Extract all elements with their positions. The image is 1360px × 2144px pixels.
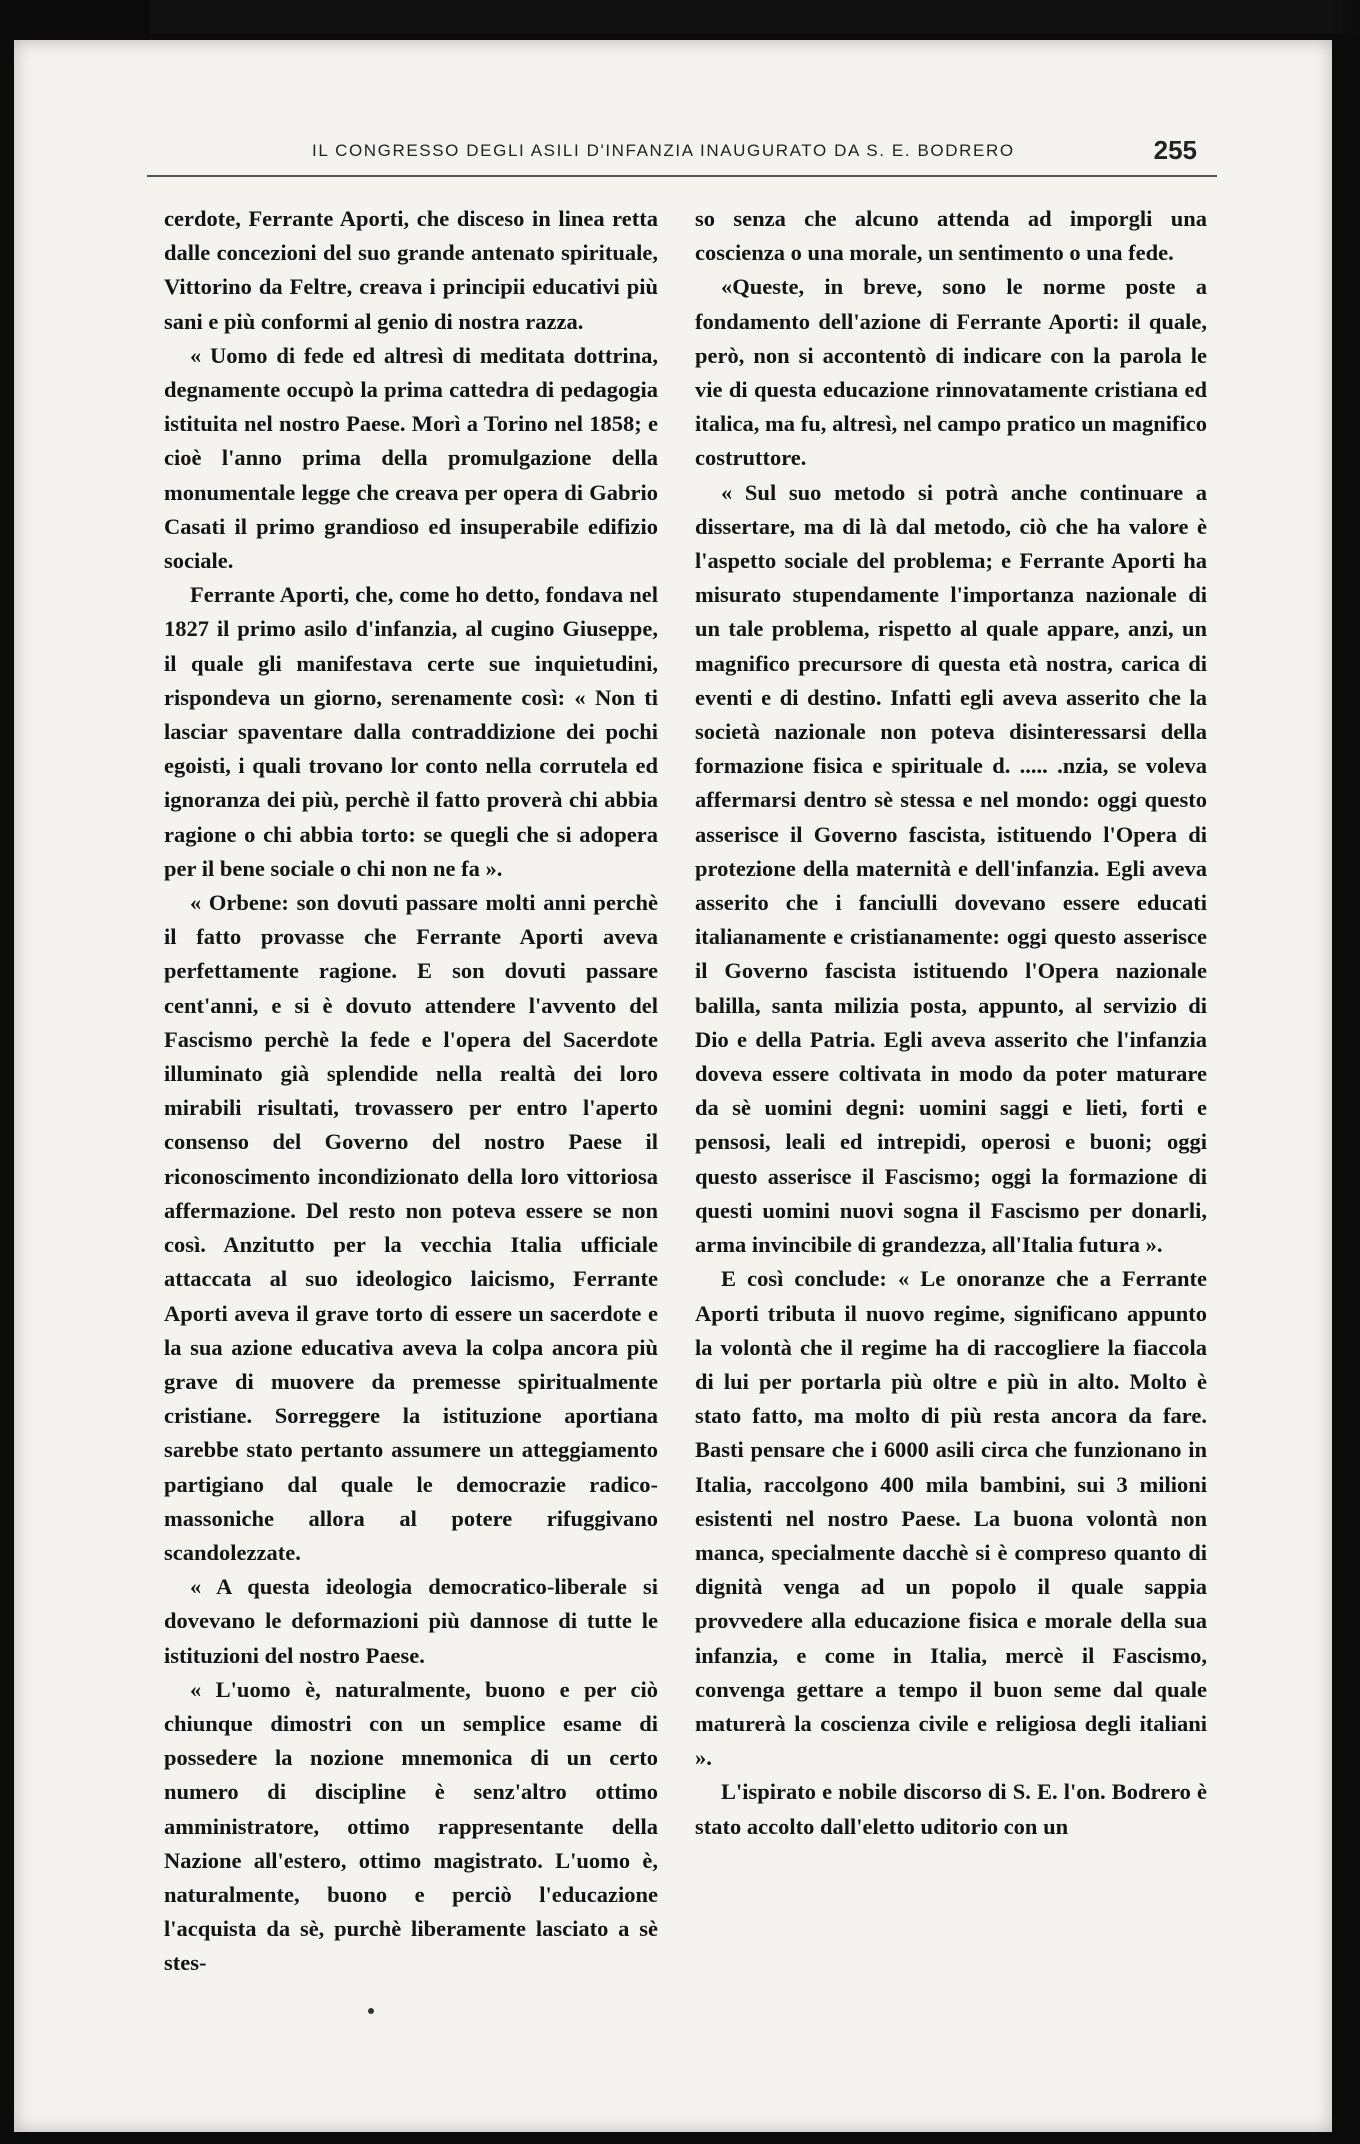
- paragraph: « Sul suo metodo si potrà anche continuare a dissertare, ma di là dal metodo, ciò che ha valore è l'aspetto sociale del problema; e Ferrante Aporti ha misurato stupendamente l'importanza nazionale di un tale problema, rispetto al quale appare, anzi, un magnifico precursore di questa età nostra, carica di eventi e di destino. Infatti egli aveva asserito che la società nazionale non poteva disinteressarsi della formazione fisica e spirituale d. ..... .nzia, se voleva affermarsi dentro sè stessa e nel mondo: oggi questo asserisce il Governo fascista, istituendo l'Opera di protezione della maternità e dell'infanzia. Egli aveva asserito che i fanciulli dovevano essere educati italianamente e cristianamente: oggi questo asserisce il Governo fascista istituendo l'Opera nazionale balilla, santa milizia posta, appunto, al servizio di Dio e della Patria. Egli aveva asserito che l'infanzia doveva essere coltivata in modo da poter maturare da sè uomini degni: uomini saggi e lieti, forti e pensosi, leali ed intrepidi, operosi e buoni; oggi questo asserisce il Fascismo; oggi la formazione di questi uomini nuovi sogna il Fascismo per donarli, arma invincibile di grandezza, all'Italia futura ».: [695, 479, 1207, 1258]
- paragraph: « L'uomo è, naturalmente, buono e per ciò chiunque dimostri con un semplice esame di possedere la nozione mnemonica di un certo numero di discipline è senz'altro ottimo amministratore, ottimo rappresentante della Nazione all'estero, ottimo magistrato. L'uomo è, naturalmente, buono e perciò l'educazione l'acquista da sè, purchè liberamente lasciato a sè stes-: [164, 1676, 658, 1976]
- paragraph: E così conclude: « Le onoranze che a Ferrante Aporti tributa il nuovo regime, significano appunto la volontà che il regime ha di raccogliere la fiaccola di lui per portarla più oltre e più in alto. Molto è stato fatto, ma molto di più resta ancora da fare. Basti pensare che i 6000 asili circa che funzionano in Italia, raccolgono 400 mila bambini, sui 3 milioni esistenti nel nostro Paese. La buona volontà non manca, specialmente dacchè si è compreso quanto di dignità venga ad un popolo il quale sappia provvedere alla educazione fisica e morale della sua infanzia, e come in Italia, mercè il Fascismo, convenga gettare a tempo il buon seme dal quale maturerà la coscienza civile e religiosa degli italiani ».: [695, 1266, 1207, 1771]
- running-title: IL CONGRESSO DEGLI ASILI D'INFANZIA INAUGURATO DA S. E. BODRERO: [312, 141, 1015, 160]
- paragraph: so senza che alcuno attenda ad imporgli una coscienza o una morale, un sentimento o una fede.: [695, 206, 1207, 266]
- scan-right-edge: [1332, 0, 1360, 2144]
- paragraph: Ferrante Aporti, che, come ho detto, fondava nel 1827 il primo asilo d'infanzia, al cugino Giuseppe, il quale gli manifestava certe sue inquietudini, rispondeva un giorno, serenamente così: « Non ti lasciar spaventare dalla contraddizione dei pochi egoisti, i quali trovano lor conto nella corrutela ed ignoranza dei più, perchè il fatto proverà chi abbia ragione o chi abbia torto: se quegli che si adopera per il bene sociale o chi non ne fa ».: [164, 582, 658, 881]
- paragraph: « Orbene: son dovuti passare molti anni perchè il fatto provasse che Ferrante Aporti aveva perfettamente ragione. E son dovuti passare cent'anni, e si è dovuto attendere l'avvento del Fascismo perchè la fede e l'opera del Sacerdote illuminato già splendide nella realtà dei loro mirabili risultati, trovassero per entro l'aperto consenso del Governo del nostro Paese il riconoscimento incondizionato della loro vittoriosa affermazione. Del resto non poteva essere se non così. Anzitutto per la vecchia Italia ufficiale attaccata al suo ideologico laicismo, Ferrante Aporti aveva il grave torto di essere un sacerdote e la sua azione educativa aveva la colpa ancora più grave di muovere da premesse spiritualmente cristiane. Sorreggere la istituzione aportiana sarebbe stato pertanto assumere un atteggiamento partigiano dal quale le democrazie radico-massoniche allora al potere rifuggivano scandolezzate.: [164, 890, 658, 1565]
- paragraph: cerdote, Ferrante Aporti, che disceso in linea retta dalle concezioni del suo grande antenato spirituale, Vittorino da Feltre, creava i principii educativi più sani e più conformi al genio di nostra razza.: [164, 206, 658, 334]
- scan-dark-border: [150, 0, 1360, 34]
- paragraph: « A questa ideologia democratico-liberale si dovevano le deformazioni più dannose di tutte le istituzioni del nostro Paese.: [164, 1574, 658, 1668]
- paragraph: L'ispirato e nobile discorso di S. E. l'on. Bodrero è stato accolto dall'eletto uditorio con un: [695, 1779, 1207, 1839]
- left-column: [164, 202, 658, 1981]
- paragraph: « Uomo di fede ed altresì di meditata dottrina, degnamente occupò la prima cattedra di pedagogia istituita nel nostro Paese. Morì a Torino nel 1858; e cioè l'anno prima della promulgazione della monumentale legge che creava per opera di Gabrio Casati il primo grandioso ed insuperabile edifizio sociale.: [164, 342, 658, 574]
- footer-mark: [368, 2008, 374, 2014]
- page-number: 255: [1153, 135, 1197, 165]
- page-header: [147, 135, 1217, 177]
- right-column: [695, 202, 1207, 1844]
- paragraph: «Queste, in breve, sono le norme poste a fondamento dell'azione di Ferrante Aporti: il quale, però, non si accontentò di indicare con la parola le vie di questa educazione rinnovatamente cristiana ed italica, ma fu, altresì, nel campo pratico un magnifico costruttore.: [695, 274, 1207, 471]
